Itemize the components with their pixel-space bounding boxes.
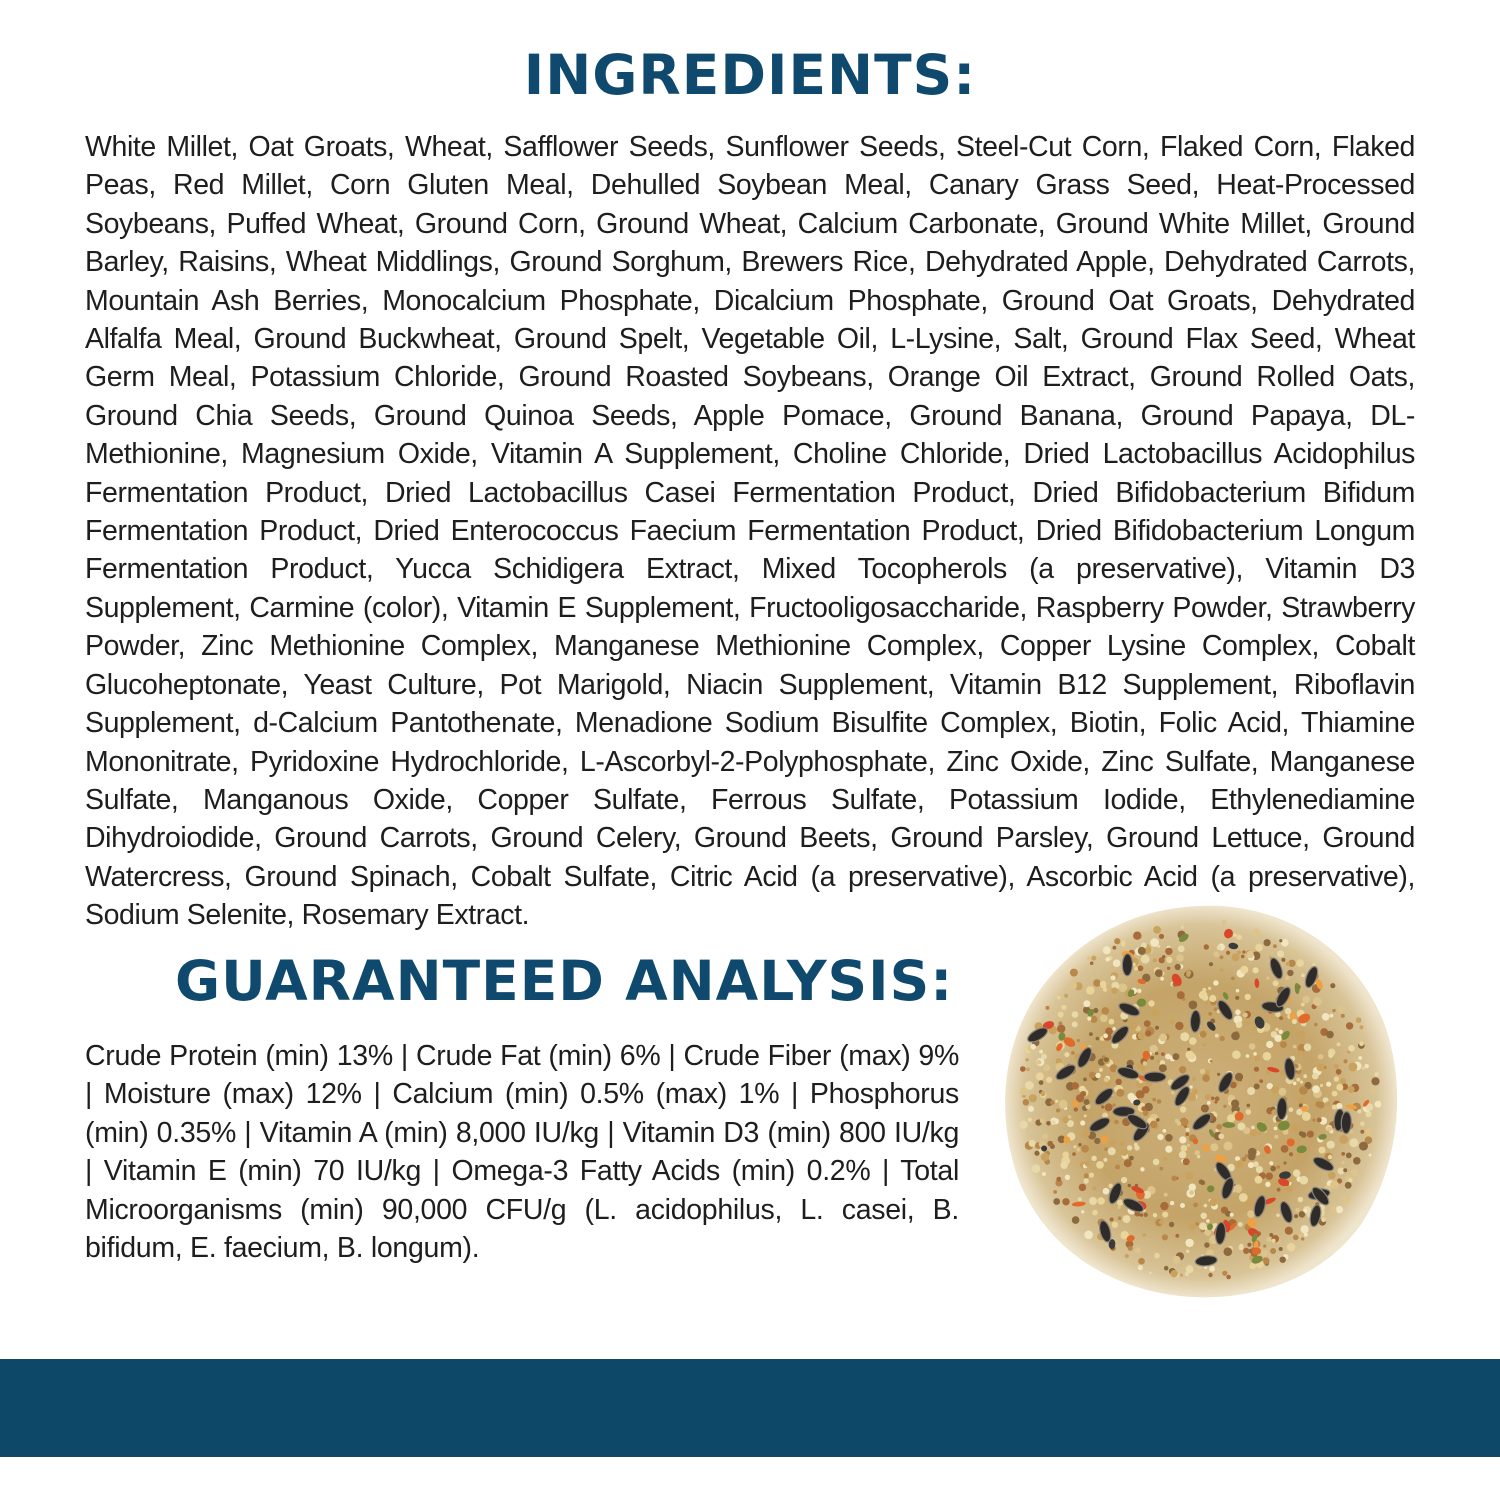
footer-band (0, 1359, 1500, 1457)
guaranteed-analysis-heading: GUARANTEED ANALYSIS: (175, 949, 954, 1013)
ingredients-list: White Millet, Oat Groats, Wheat, Safflower Seeds, Sunflower Seeds, Steel-Cut Corn, Flaked Corn, Flaked Peas, Red Millet, Corn Gluten Meal, Dehulled Soybean Meal, Canary Grass Seed, Heat-Processed Soybeans, Puffed Wheat, Ground Corn, Ground Wheat, Calcium Carbonate, Ground White Millet, Ground Barley, Raisins, Wheat Middlings, Ground Sorghum, Brewers Rice, Dehydrated Apple, Dehydrated Carrots, Mountain Ash Berries, Monocalcium Phosphate, Dicalcium Phosphate, Ground Oat Groats, Dehydrated Alfalfa Meal, Ground Buckwheat, Ground Spelt, Vegetable Oil, L-Lysine, Salt, Ground Flax Seed, Wheat Germ Meal, Potassium Chloride, Ground Roasted Soybeans, Orange Oil Extract, Ground Rolled Oats, Ground Chia Seeds, Ground Quinoa Seeds, Apple Pomace, Ground Banana, Ground Papaya, DL-Methionine, Magnesium Oxide, Vitamin A Supplement, Choline Chloride, Dried Lactobacillus Acidophilus Fermentation Product, Dried Lactobacillus Casei Fermentation Product, Dried Bifidobacterium Bifidum Fermentation Product, Dried Enterococcus Faecium Fermentation Product, Dried Bifidobacterium Longum Fermentation Product, Yucca Schidigera Extract, Mixed Tocopherols (a preservative), Vitamin D3 Supplement, Carmine (color), Vitamin E Supplement, Fructooligosaccharide, Raspberry Powder, Strawberry Powder, Zinc Methionine Complex, Manganese Methionine Complex, Copper Lysine Complex, Cobalt Glucoheptonate, Yeast Culture, Pot Marigold, Niacin Supplement, Vitamin B12 Supplement, Riboflavin Supplement, d-Calcium Pantothenate, Menadione Sodium Bisulfite Complex, Biotin, Folic Acid, Thiamine Mononitrate, Pyridoxine Hydrochloride, L-Ascorbyl-2-Polyphosphate, Zinc Oxide, Zinc Sulfate, Manganese Sulfate, Manganous Oxide, Copper Sulfate, Ferrous Sulfate, Potassium Iodide, Ethylenediamine Dihydroiodide, Ground Carrots, Ground Celery, Ground Beets, Ground Parsley, Ground Lettuce, Ground Watercress, Ground Spinach, Cobalt Sulfate, Citric Acid (a preservative), Ascorbic Acid (a preservative), Sodium Selenite, Rosemary Extract. (85, 131, 1415, 932)
ingredients-heading: INGREDIENTS: (523, 43, 977, 107)
guaranteed-analysis-text: Crude Protein (min) 13% | Crude Fat (min) 6% | Crude Fiber (max) 9% | Moisture (max) 12% | Calcium (min) 0.5% (max) 1% | Phosphorus (min) 0.35% | Vitamin A (min) 8,000 IU/kg | Vitamin D3 (min) 800 IU/kg | Vitamin E (min) 70 IU/kg | Omega-3 Fatty Acids (min) 0.2% | Total Microorganisms (min) 90,000 CFU/g (L. acidophilus, L. casei, B. bifidum, E. faecium, B. longum). (85, 1040, 959, 1265)
seed-mix-image (990, 888, 1410, 1308)
